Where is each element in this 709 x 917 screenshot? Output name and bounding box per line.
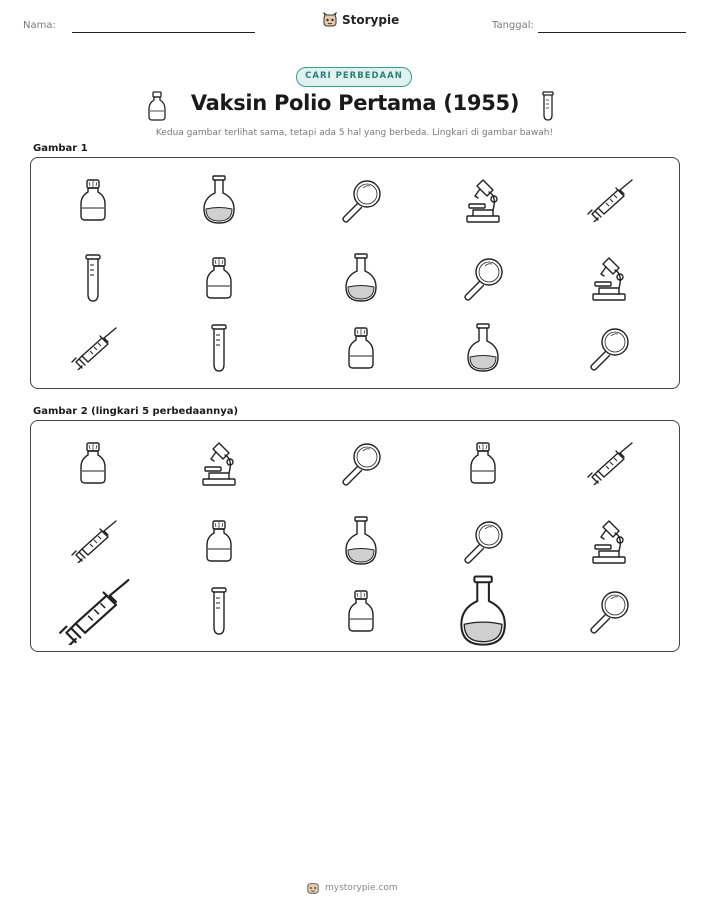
magnifier-icon bbox=[585, 324, 633, 376]
bottle-icon[interactable] bbox=[468, 441, 498, 489]
page-title: Vaksin Polio Pertama (1955) bbox=[190, 91, 520, 115]
bottle-icon bbox=[147, 91, 167, 125]
microscope-icon bbox=[589, 254, 629, 306]
date-field[interactable] bbox=[538, 32, 686, 33]
flask-icon[interactable] bbox=[343, 516, 379, 570]
picture-1-panel bbox=[30, 157, 680, 389]
flask-icon[interactable] bbox=[457, 575, 509, 652]
section-1-label: Gambar 1 bbox=[33, 143, 88, 154]
flask-icon bbox=[465, 323, 501, 377]
syringe-icon[interactable] bbox=[68, 519, 118, 567]
microscope-icon[interactable] bbox=[199, 439, 239, 491]
bottle-icon bbox=[78, 178, 108, 226]
storypie-mascot-icon bbox=[306, 881, 320, 895]
test-tube-icon bbox=[209, 323, 229, 377]
magnifier-icon bbox=[459, 254, 507, 306]
magnifier-icon bbox=[337, 176, 385, 228]
flask-icon bbox=[201, 175, 237, 229]
test-tube-icon bbox=[541, 91, 555, 125]
syringe-icon bbox=[68, 326, 118, 374]
bottle-icon[interactable] bbox=[78, 441, 108, 489]
bottle-icon bbox=[346, 326, 376, 374]
brand-name: Storypie bbox=[342, 13, 400, 27]
instructions: Kedua gambar terlihat sama, tetapi ada 5 hal yang berbeda. Lingkari di gambar bawah! bbox=[155, 128, 554, 138]
brand-logo bbox=[322, 12, 399, 28]
test-tube-icon bbox=[83, 253, 103, 307]
footer-url[interactable]: mystorypie.com bbox=[325, 883, 398, 893]
test-tube-icon[interactable] bbox=[209, 586, 229, 640]
footer bbox=[306, 881, 398, 895]
microscope-icon[interactable] bbox=[589, 517, 629, 569]
magnifier-icon[interactable] bbox=[585, 587, 633, 639]
syringe-icon[interactable] bbox=[584, 441, 634, 489]
name-label: Nama: bbox=[23, 20, 56, 31]
storypie-mascot-icon bbox=[322, 12, 338, 28]
bottle-icon bbox=[204, 256, 234, 304]
syringe-icon bbox=[584, 178, 634, 226]
syringe-icon[interactable] bbox=[54, 577, 132, 649]
name-field[interactable] bbox=[72, 32, 255, 33]
date-label: Tanggal: bbox=[492, 20, 534, 31]
activity-badge: CARI PERBEDAAN bbox=[296, 67, 412, 87]
magnifier-icon[interactable] bbox=[459, 517, 507, 569]
picture-2-panel[interactable] bbox=[30, 420, 680, 652]
section-2-label: Gambar 2 (lingkari 5 perbedaannya) bbox=[33, 406, 239, 417]
flask-icon bbox=[343, 253, 379, 307]
bottle-icon[interactable] bbox=[346, 589, 376, 637]
magnifier-icon[interactable] bbox=[337, 439, 385, 491]
microscope-icon bbox=[463, 176, 503, 228]
bottle-icon[interactable] bbox=[204, 519, 234, 567]
